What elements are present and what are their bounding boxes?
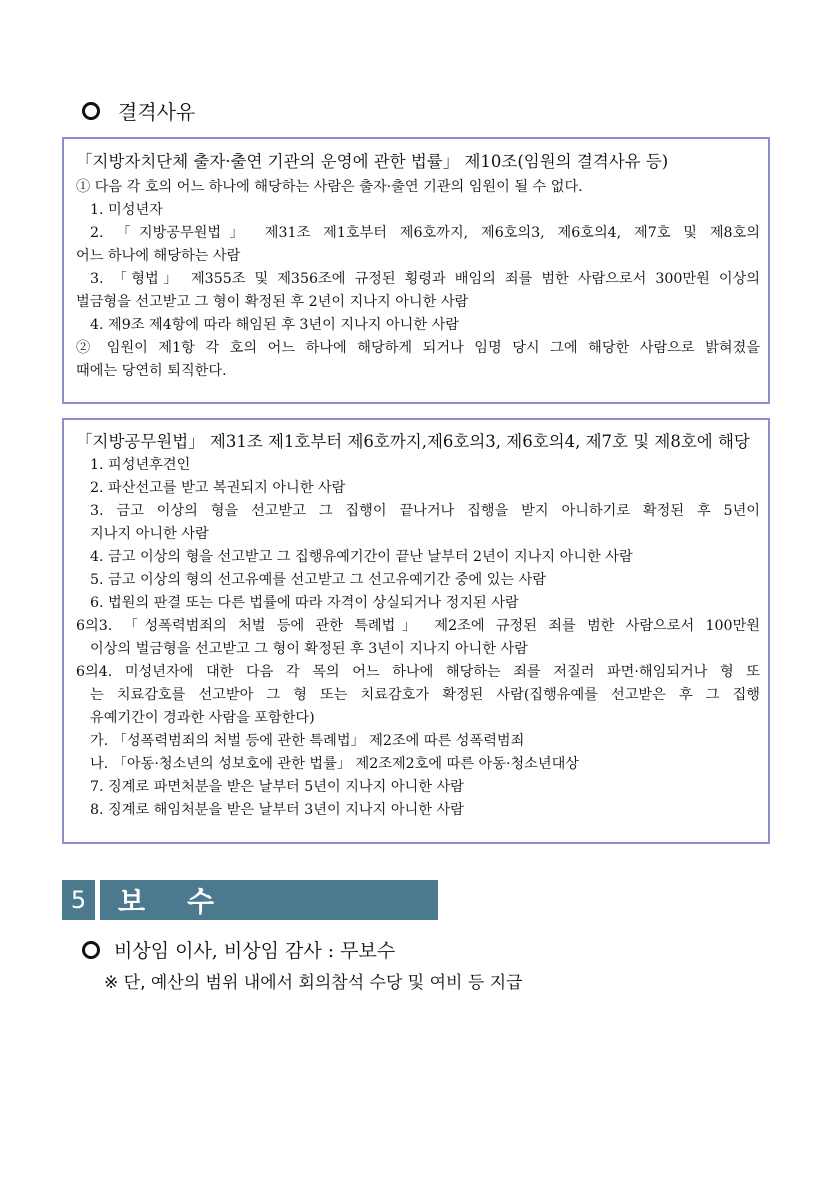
circle-bullet-icon — [82, 941, 100, 959]
item-line-continued: 벌금형을 선고받고 그 형이 확정된 후 2년이 지나지 아니한 사람 — [76, 294, 469, 310]
item-line: 3. 금고 이상의 형을 선고받고 그 집행이 끝나거나 집행을 받지 아니하기로 확정된 후 5년이 — [90, 503, 760, 519]
section-heading-disqualification — [82, 96, 195, 125]
item-line: 2. 파산선고를 받고 복권되지 아니한 사람 — [90, 480, 346, 496]
clause-line: ① 다음 각 호의 어느 하나에 해당하는 사람은 출자·출연 기관의 임원이 될 수 없다. — [76, 179, 583, 195]
item-line: 6. 법원의 판결 또는 다른 법률에 따라 자격이 상실되거나 정지된 사람 — [90, 595, 519, 611]
box-title: 「지방자치단체 출자·출연 기관의 운영에 관한 법률」 제10조(임원의 결격사유 등) — [76, 152, 669, 171]
law-box-civil-servant-act — [62, 418, 770, 844]
sub-item-line: 나. 「아동·청소년의 성보호에 관한 법률」 제2조제2호에 따른 아동·청소년대상 — [90, 756, 579, 772]
section-number: 5 — [62, 880, 95, 920]
item-line: 8. 징계로 해임처분을 받은 날부터 3년이 지나지 아니한 사람 — [90, 802, 464, 818]
item-line: 5. 금고 이상의 형의 선고유예를 선고받고 그 선고유예기간 중에 있는 사람 — [90, 572, 547, 588]
heading-text: 결격사유 — [118, 100, 196, 124]
compensation-note: ※ 단, 예산의 범위 내에서 회의참석 수당 및 여비 등 지급 — [104, 973, 523, 993]
section-title: 보수 — [100, 880, 438, 920]
compensation-text: 비상임 이사, 비상임 감사 : 무보수 — [114, 940, 396, 962]
section-header-compensation — [62, 880, 438, 920]
item-line-continued: 는 치료감호를 선고받아 그 형 또는 치료감호가 확정된 사람(집행유예를 선고받은 후 그 집행 — [90, 687, 760, 703]
clause-line-continued: 때에는 당연히 퇴직한다. — [76, 363, 227, 379]
item-line-continued: 어느 하나에 해당하는 사람 — [76, 248, 241, 264]
item-line: 4. 제9조 제4항에 따라 해임된 후 3년이 지나지 아니한 사람 — [90, 317, 460, 333]
item-line: 3. 「형법」 제355조 및 제356조에 규정된 횡령과 배임의 죄를 범한 사람으로서 300만원 이상의 — [90, 271, 760, 287]
item-line-continued: 이상의 벌금형을 선고받고 그 형이 확정된 후 3년이 지나지 아니한 사람 — [90, 641, 528, 657]
item-line: 1. 미성년자 — [90, 202, 163, 218]
item-line: 1. 피성년후견인 — [90, 457, 191, 473]
item-line-continued: 유예기간이 경과한 사람을 포함한다) — [90, 710, 315, 726]
law-box-institution-act — [62, 137, 770, 404]
item-line: 4. 금고 이상의 형을 선고받고 그 집행유예기간이 끝난 날부터 2년이 지나지 아니한 사람 — [90, 549, 633, 565]
item-line: 6의4. 미성년자에 대한 다음 각 목의 어느 하나에 해당하는 죄를 저질러 파면·해임되거나 형 또 — [76, 664, 760, 680]
circle-bullet-icon — [82, 102, 100, 120]
item-line: 7. 징계로 파면처분을 받은 날부터 5년이 지나지 아니한 사람 — [90, 779, 464, 795]
item-line: 2. 「지방공무원법」 제31조 제1호부터 제6호까지, 제6호의3, 제6호의4, 제7호 및 제8호의 — [90, 225, 760, 241]
compensation-heading — [82, 936, 395, 963]
clause-line: ② 임원이 제1항 각 호의 어느 하나에 해당하게 되거나 임명 당시 그에 해당한 사람으로 밝혀졌을 — [76, 340, 760, 356]
box-title: 「지방공무원법」 제31조 제1호부터 제6호까지,제6호의3, 제6호의4, 제7호 및 제8호에 해당 — [76, 432, 750, 451]
sub-item-line: 가. 「성폭력범죄의 처벌 등에 관한 특례법」 제2조에 따른 성폭력범죄 — [90, 733, 525, 749]
item-line-continued: 지나지 아니한 사람 — [90, 526, 209, 542]
item-line: 6의3. 「성폭력범죄의 처벌 등에 관한 특례법」 제2조에 규정된 죄를 범한 사람으로서 100만원 — [76, 618, 760, 634]
